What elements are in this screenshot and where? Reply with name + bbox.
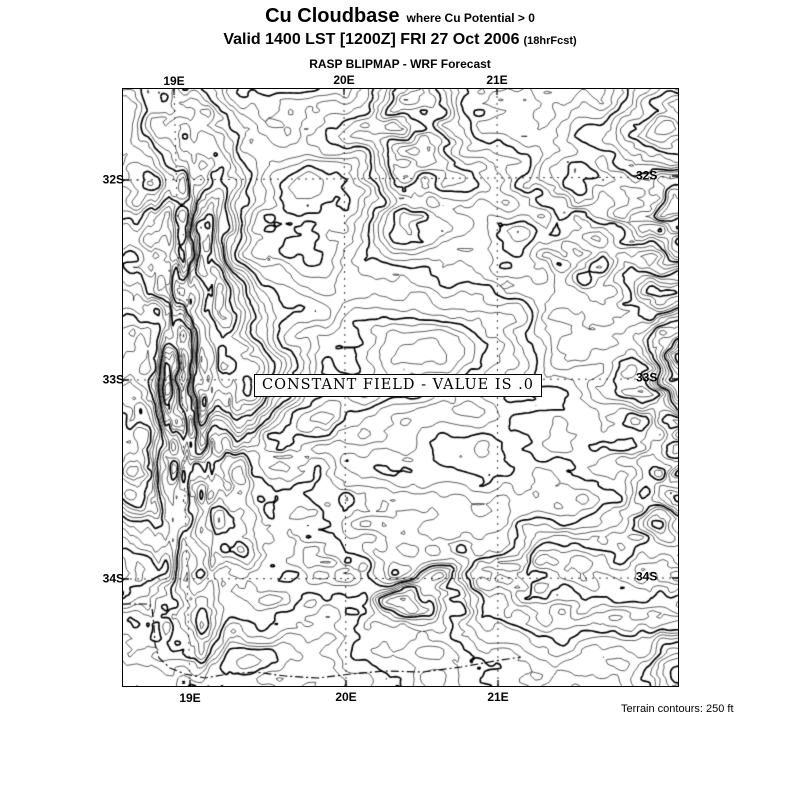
plot-header-line1	[0, 5, 800, 28]
valid-time-text: Valid 1400 LST [1200Z] FRI 27 Oct 2006	[223, 31, 520, 48]
axis-tick-label: 20E	[333, 73, 355, 87]
axis-tick-label: 19E	[163, 74, 185, 88]
axis-tick-label: 21E	[487, 690, 509, 704]
axis-tick-label: 21E	[486, 73, 508, 87]
constant-field-annotation: CONSTANT FIELD - VALUE IS .0	[254, 374, 542, 397]
axis-tick-label: 33S	[102, 372, 124, 387]
product-line: RASP BLIPMAP - WRF Forecast	[309, 57, 491, 71]
axis-tick-label: 32S	[102, 172, 124, 187]
axis-tick-label: 34S	[636, 569, 658, 584]
forecast-age-note: (18hrFcst)	[523, 35, 577, 47]
axis-tick-label: 32S	[636, 168, 658, 183]
axis-tick-label: 34S	[102, 571, 124, 586]
axis-tick-label: 33S	[636, 370, 658, 385]
axis-tick-label: 19E	[179, 691, 201, 705]
terrain-contour-note: Terrain contours: 250 ft	[621, 703, 734, 715]
plot-header-line2	[0, 31, 800, 49]
axis-tick-label: 20E	[335, 690, 357, 704]
plot-title-qualifier: where Cu Potential > 0	[406, 11, 535, 25]
plot-title: Cu Cloudbase	[265, 5, 400, 27]
